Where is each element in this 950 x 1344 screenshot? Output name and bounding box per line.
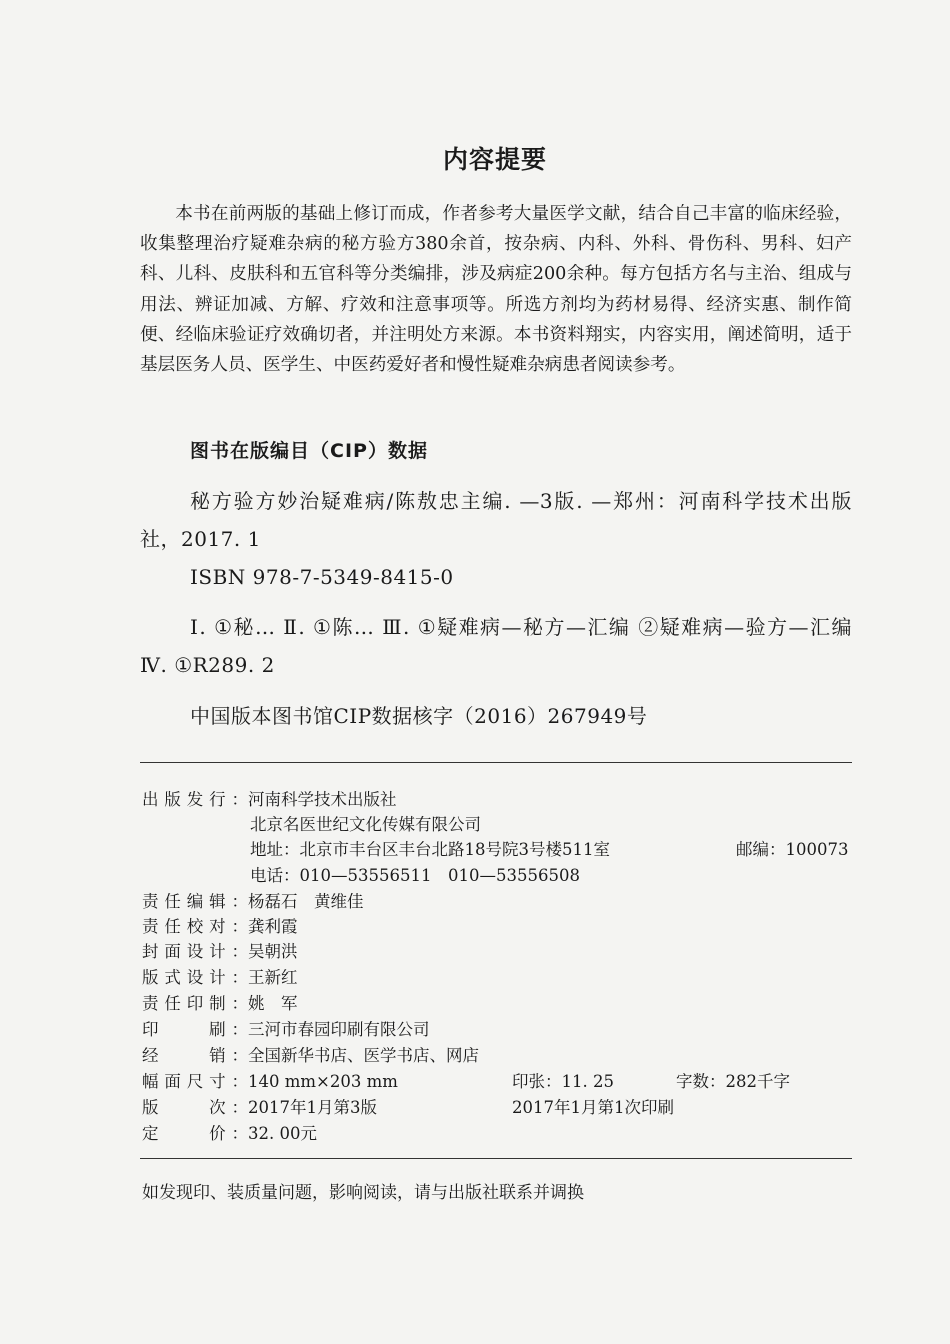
price: 32. 00元 — [248, 1124, 317, 1143]
layout-design-label: 版式设计： — [142, 968, 248, 987]
publisher: 河南科学技术出版社 — [248, 790, 397, 809]
printing: 2017年1月第1次印刷 — [512, 1098, 674, 1117]
format: 140 mm×203 mm — [248, 1072, 398, 1091]
price-label: 定 价： — [142, 1124, 248, 1143]
price-row — [142, 1122, 317, 1146]
address: 地址：北京市丰台区丰台北路18号院3号楼511室 — [250, 840, 610, 859]
publisher-row — [142, 788, 397, 812]
content-summary: 本书在前两版的基础上修订而成，作者参考大量医学文献，结合自己丰富的临床经验，收集整理治疗疑难杂病的秘方验方380余首，按杂病、内科、外科、骨伤科、男科、妇产科、儿科、皮肤科和五官科等分类编排，涉及病症200余种。每方包括方名与主治、组成与用法、辨证加减、方解、疗效和注意事项等。所选方剂均为药材易得、经济实惠、制作简便、经临床验证疗效确切者，并注明处方来源。本书资料翔实，内容实用，阐述简明，适于基层医务人员、医学生、中医药爱好者和慢性疑难杂病患者阅读参考。 — [140, 204, 852, 376]
editor-row — [142, 890, 364, 914]
distributor-row — [142, 1044, 479, 1068]
address-row — [250, 838, 610, 862]
printer: 三河市春园印刷有限公司 — [248, 1020, 430, 1039]
distributor-label: 经 销： — [142, 1046, 248, 1065]
publisher-label: 出版发行： — [142, 790, 248, 809]
format-row — [142, 1070, 398, 1094]
sheets: 印张：11. 25 — [512, 1072, 614, 1091]
postcode: 邮编：100073 — [736, 840, 849, 859]
cip-bibliography: 秘方验方妙治疑难病/陈敖忠主编. —3版. —郑州：河南科学技术出版社，2017. 1 — [140, 489, 852, 551]
cip-record-number: 中国版本图书馆CIP数据核字（2016）267949号 — [190, 704, 648, 728]
proofreader-label: 责任校对： — [142, 917, 248, 936]
divider-top — [140, 762, 852, 763]
divider-bottom — [140, 1158, 852, 1159]
cip-classification: Ⅰ. ①秘… Ⅱ. ①陈… Ⅲ. ①疑难病—秘方—汇编 ②疑难病—验方—汇编 Ⅳ. ①R289. 2 — [140, 615, 852, 677]
cip-isbn: ISBN 978-7-5349-8415-0 — [190, 565, 454, 589]
quality-notice: 如发现印、装质量问题，影响阅读，请与出版社联系并调换 — [142, 1183, 584, 1203]
cover-design-row — [142, 940, 298, 964]
print-supervisor: 姚 军 — [248, 994, 298, 1013]
printer-row — [142, 1018, 430, 1042]
cover-design-label: 封面设计： — [142, 942, 248, 961]
edition: 2017年1月第3版 — [248, 1098, 377, 1117]
proofreader: 龚利霞 — [248, 917, 298, 936]
layout-design: 王新红 — [248, 968, 298, 987]
layout-design-row — [142, 966, 298, 990]
print-supervisor-label: 责任印制： — [142, 994, 248, 1013]
distributor: 全国新华书店、医学书店、网店 — [248, 1046, 479, 1065]
edition-label: 版 次： — [142, 1098, 248, 1117]
editor: 杨磊石 黄维佳 — [248, 892, 364, 911]
proofreader-row — [142, 915, 298, 939]
editor-label: 责任编辑： — [142, 892, 248, 911]
cip-heading: 图书在版编目（CIP）数据 — [190, 440, 428, 462]
page-title: 内容提要 — [442, 145, 547, 174]
printer-label: 印 刷： — [142, 1020, 248, 1039]
print-supervisor-row — [142, 992, 298, 1016]
word-count: 字数：282千字 — [676, 1072, 790, 1091]
copublisher: 北京名医世纪文化传媒有限公司 — [250, 815, 481, 834]
edition-row — [142, 1096, 377, 1120]
format-label: 幅面尺寸： — [142, 1072, 248, 1091]
phone: 电话：010—53556511 010—53556508 — [250, 866, 580, 885]
cover-design: 吴朝洪 — [248, 942, 298, 961]
